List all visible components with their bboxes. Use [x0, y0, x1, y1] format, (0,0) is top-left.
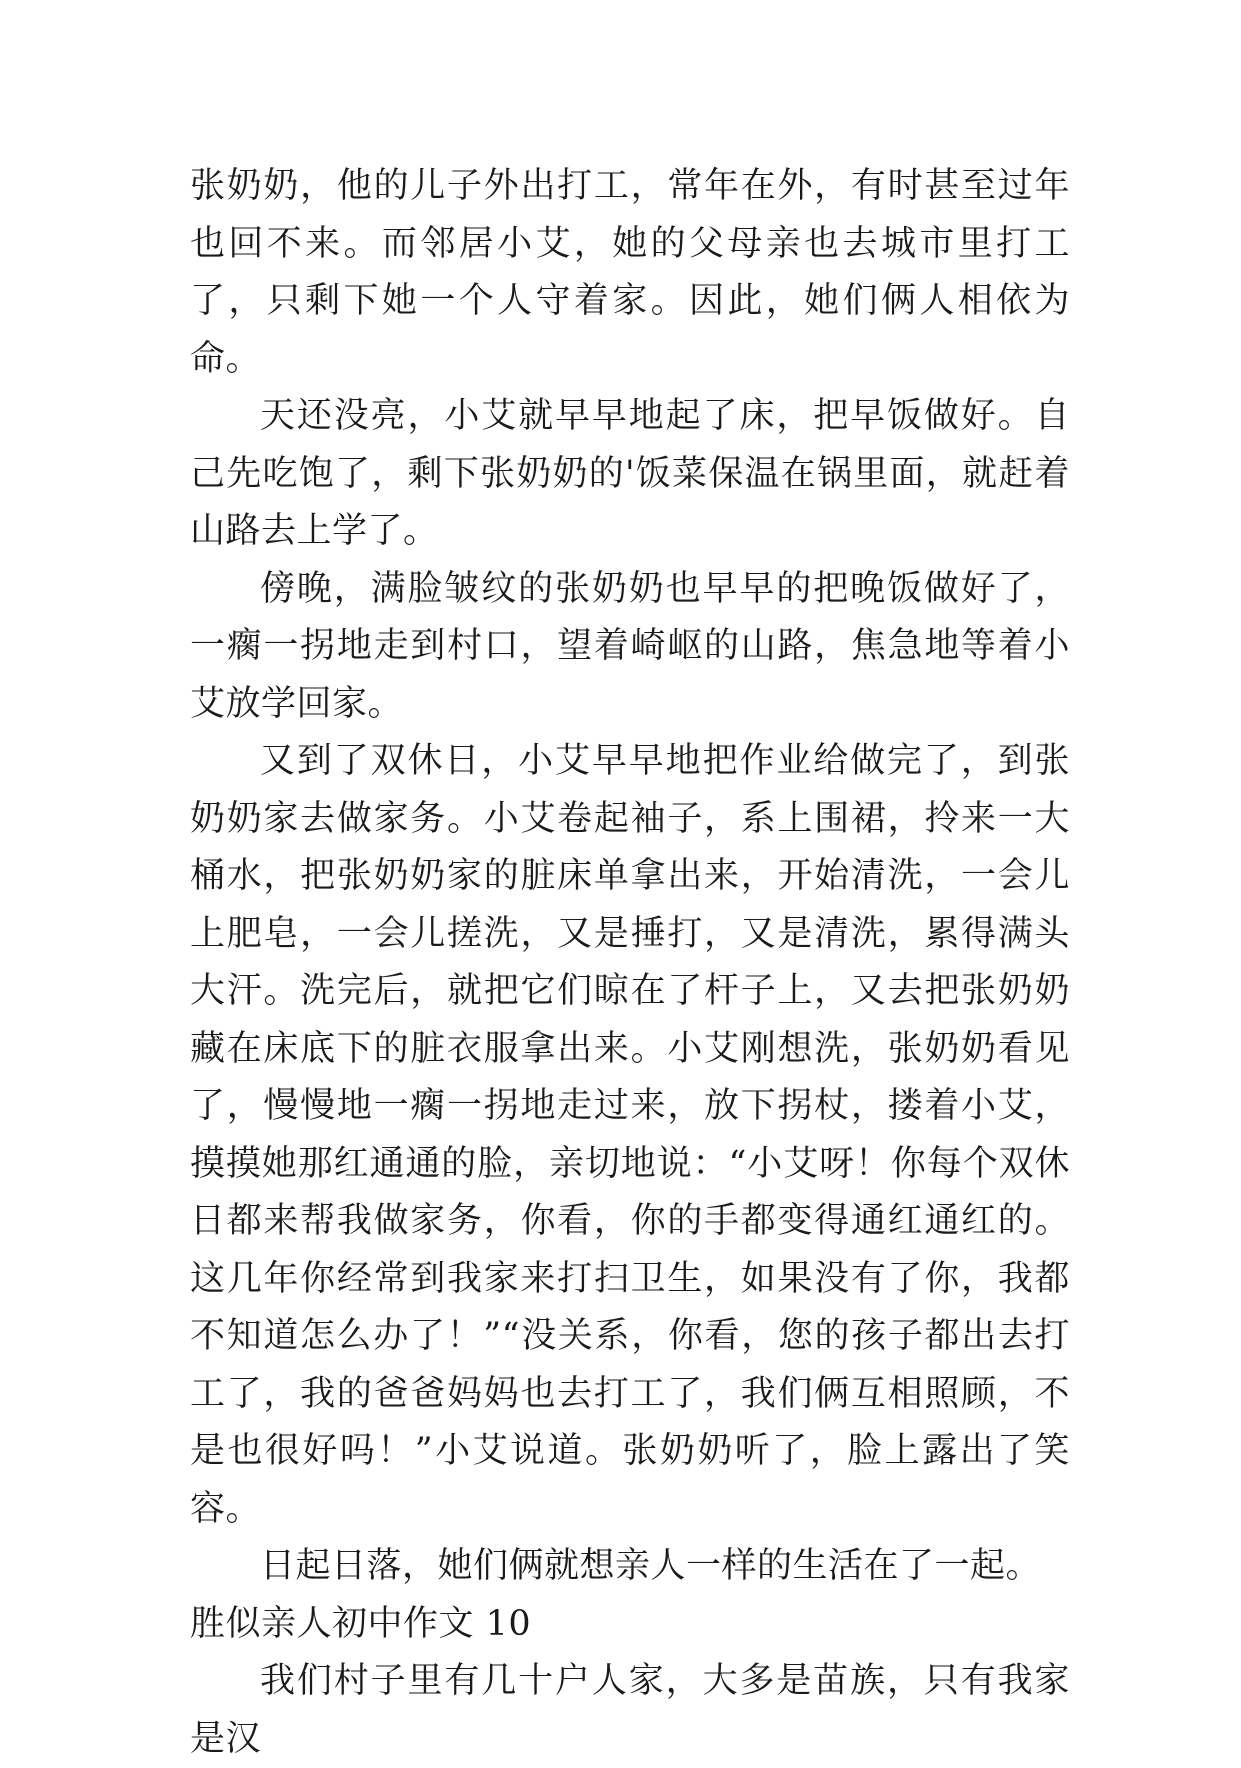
document-body	[190, 158, 1070, 1768]
essay-heading: 胜似亲人初中作文 10	[190, 1603, 532, 1644]
paragraph-1: 张奶奶，他的儿子外出打工，常年在外，有时甚至过年也回不来。而邻居小艾，她的父母亲也去城市里打工了，只剩下她一个人守着家。因此，她们俩人相依为命。	[190, 166, 1070, 379]
paragraph-2: 天还没亮，小艾就早早地起了床，把早饭做好。自己先吃饱了，剩下张奶奶的'饭菜保温在锅里面，就赶着山路去上学了。	[190, 396, 1070, 551]
paragraph-5: 日起日落，她们俩就想亲人一样的生活在了一起。	[260, 1546, 1042, 1586]
paragraph-6: 我们村子里有几十户人家，大多是苗族，只有我家是汉	[190, 1661, 1070, 1759]
paragraph-3: 傍晚，满脸皱纹的张奶奶也早早的把晚饭做好了，一瘸一拐地走到村口，望着崎岖的山路，焦急地等着小艾放学回家。	[190, 568, 1070, 724]
paragraph-4: 又到了双休日，小艾早早地把作业给做完了，到张奶奶家去做家务。小艾卷起袖子，系上围裙，拎来一大桶水，把张奶奶家的脏床单拿出来，开始清洗，一会儿上肥皂，一会儿搓洗，又是捶打，又是清洗，累得满头大汗。洗完后，就把它们晾在了杆子上，又去把张奶奶藏在床底下的脏衣服拿出来。小艾刚想洗，张奶奶看见了，慢慢地一瘸一拐地走过来，放下拐杖，搂着小艾，摸摸她那红通通的脸，亲切地说：“小艾呀！你每个双休日都来帮我做家务，你看，你的手都变得通红通红的。这几年你经常到我家来打扫卫生，如果没有了你，我都不知道怎么办了！”“没关系，你看，您的孩子都出去打工了，我的爸爸妈妈也去打工了，我们俩互相照顾，不是也很好吗！”小艾说道。张奶奶听了，脸上露出了笑容。	[190, 741, 1070, 1529]
